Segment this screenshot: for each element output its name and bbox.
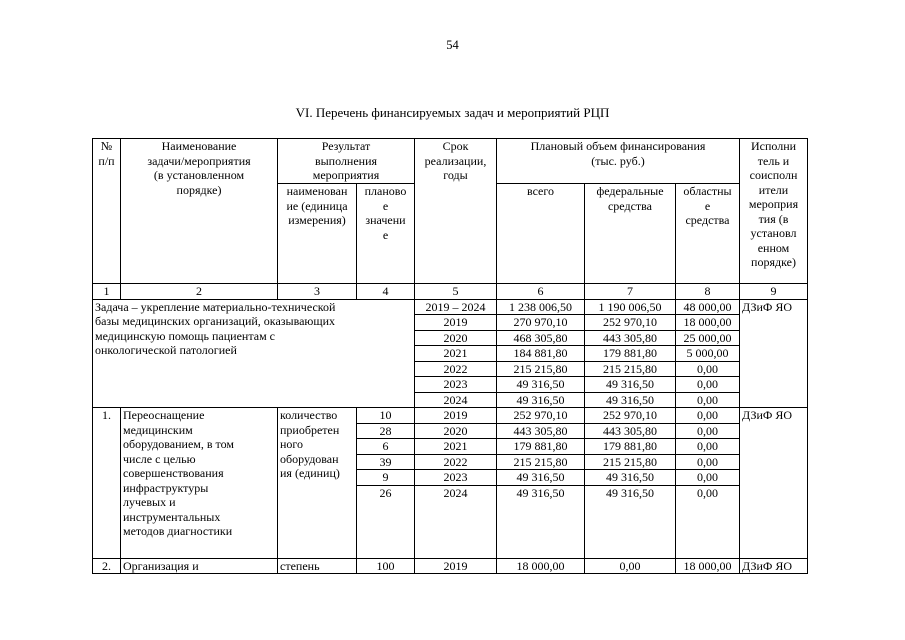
item-value: 10 [357,408,415,424]
task-period: 2023 [415,377,497,393]
task-period: 2019 – 2024 [415,299,497,315]
item-unit: степень [278,558,357,574]
task-row [93,299,808,315]
task-total: 49 316,50 [497,377,585,393]
col-number: 6 [497,284,585,300]
item-total: 49 316,50 [497,485,585,558]
financing-table [92,138,808,574]
task-regional: 0,00 [676,361,740,377]
task-federal: 1 190 006,50 [585,299,676,315]
task-total: 1 238 006,50 [497,299,585,315]
header-name: Наименование задачи/мероприятия (в установленном порядке) [121,139,278,284]
task-period: 2024 [415,392,497,408]
item-federal: 49 316,50 [585,470,676,486]
task-total: 270 970,10 [497,315,585,331]
col-number: 7 [585,284,676,300]
task-total: 215 215,80 [497,361,585,377]
item-period: 2020 [415,423,497,439]
item-federal: 49 316,50 [585,485,676,558]
item-row [93,558,808,574]
task-executor: ДЗиФ ЯО [740,299,808,408]
item-number: 2. [93,558,121,574]
item-regional: 0,00 [676,439,740,455]
task-regional: 0,00 [676,377,740,393]
item-total: 252 970,10 [497,408,585,424]
task-period: 2020 [415,330,497,346]
item-regional: 0,00 [676,470,740,486]
task-total: 468 305,80 [497,330,585,346]
task-federal: 252 970,10 [585,315,676,331]
column-numbers-row [93,284,808,300]
task-total: 49 316,50 [497,392,585,408]
item-executor: ДЗиФ ЯО [740,558,808,574]
header-period: Срок реализации, годы [415,139,497,284]
item-row [93,408,808,424]
item-regional: 18 000,00 [676,558,740,574]
page-number: 54 [446,38,459,52]
task-regional: 25 000,00 [676,330,740,346]
col-number: 8 [676,284,740,300]
task-name: Задача – укрепление материально-технической базы медицинских организаций, оказывающих медицинскую помощь пациентам с онкологической патологией [93,299,415,408]
header-funding: Плановый объем финансирования (тыс. руб.) [497,139,740,184]
header-row [93,139,808,184]
item-federal: 443 305,80 [585,423,676,439]
col-number: 5 [415,284,497,300]
task-total: 184 881,80 [497,346,585,362]
header-result-name: наименован ие (единица измерения) [278,184,357,284]
item-period: 2022 [415,454,497,470]
item-value: 39 [357,454,415,470]
task-period: 2022 [415,361,497,377]
item-federal: 0,00 [585,558,676,574]
item-federal: 215 215,80 [585,454,676,470]
task-regional: 5 000,00 [676,346,740,362]
task-federal: 443 305,80 [585,330,676,346]
item-total: 215 215,80 [497,454,585,470]
item-period: 2019 [415,558,497,574]
item-regional: 0,00 [676,454,740,470]
task-regional: 18 000,00 [676,315,740,331]
item-period: 2024 [415,485,497,558]
col-number: 4 [357,284,415,300]
header-num: № п/п [93,139,121,284]
item-total: 179 881,80 [497,439,585,455]
item-total: 49 316,50 [497,470,585,486]
item-regional: 0,00 [676,423,740,439]
item-federal: 179 881,80 [585,439,676,455]
item-executor: ДЗиФ ЯО [740,408,808,559]
header-total: всего [497,184,585,284]
item-regional: 0,00 [676,408,740,424]
col-number: 1 [93,284,121,300]
header-result-value: планово е значени е [357,184,415,284]
task-regional: 0,00 [676,392,740,408]
item-unit: количество приобретен ного оборудован ия (единиц) [278,408,357,559]
header-federal: федеральные средства [585,184,676,284]
col-number: 9 [740,284,808,300]
item-name: Переоснащение медицинским оборудованием, в том числе с целью совершенствования инфраструктуры лучевых и инструментальных методов диагностики [121,408,278,559]
task-federal: 49 316,50 [585,392,676,408]
item-name: Организация и [121,558,278,574]
col-number: 3 [278,284,357,300]
item-federal: 252 970,10 [585,408,676,424]
task-federal: 179 881,80 [585,346,676,362]
item-period: 2023 [415,470,497,486]
task-regional: 48 000,00 [676,299,740,315]
header-result: Результат выполнения мероприятия [278,139,415,184]
task-federal: 49 316,50 [585,377,676,393]
item-value: 100 [357,558,415,574]
header-regional: областны е средства [676,184,740,284]
item-total: 443 305,80 [497,423,585,439]
item-value: 26 [357,485,415,558]
item-period: 2019 [415,408,497,424]
task-period: 2021 [415,346,497,362]
item-value: 9 [357,470,415,486]
item-regional: 0,00 [676,485,740,558]
section-title: VI. Перечень финансируемых задач и мероприятий РЦП [295,105,610,120]
item-total: 18 000,00 [497,558,585,574]
task-period: 2019 [415,315,497,331]
item-number: 1. [93,408,121,559]
item-value: 28 [357,423,415,439]
item-period: 2021 [415,439,497,455]
item-value: 6 [357,439,415,455]
header-executor: Исполни тель и соисполн ители мероприя тия (в установл енном порядке) [740,139,808,284]
col-number: 2 [121,284,278,300]
task-federal: 215 215,80 [585,361,676,377]
